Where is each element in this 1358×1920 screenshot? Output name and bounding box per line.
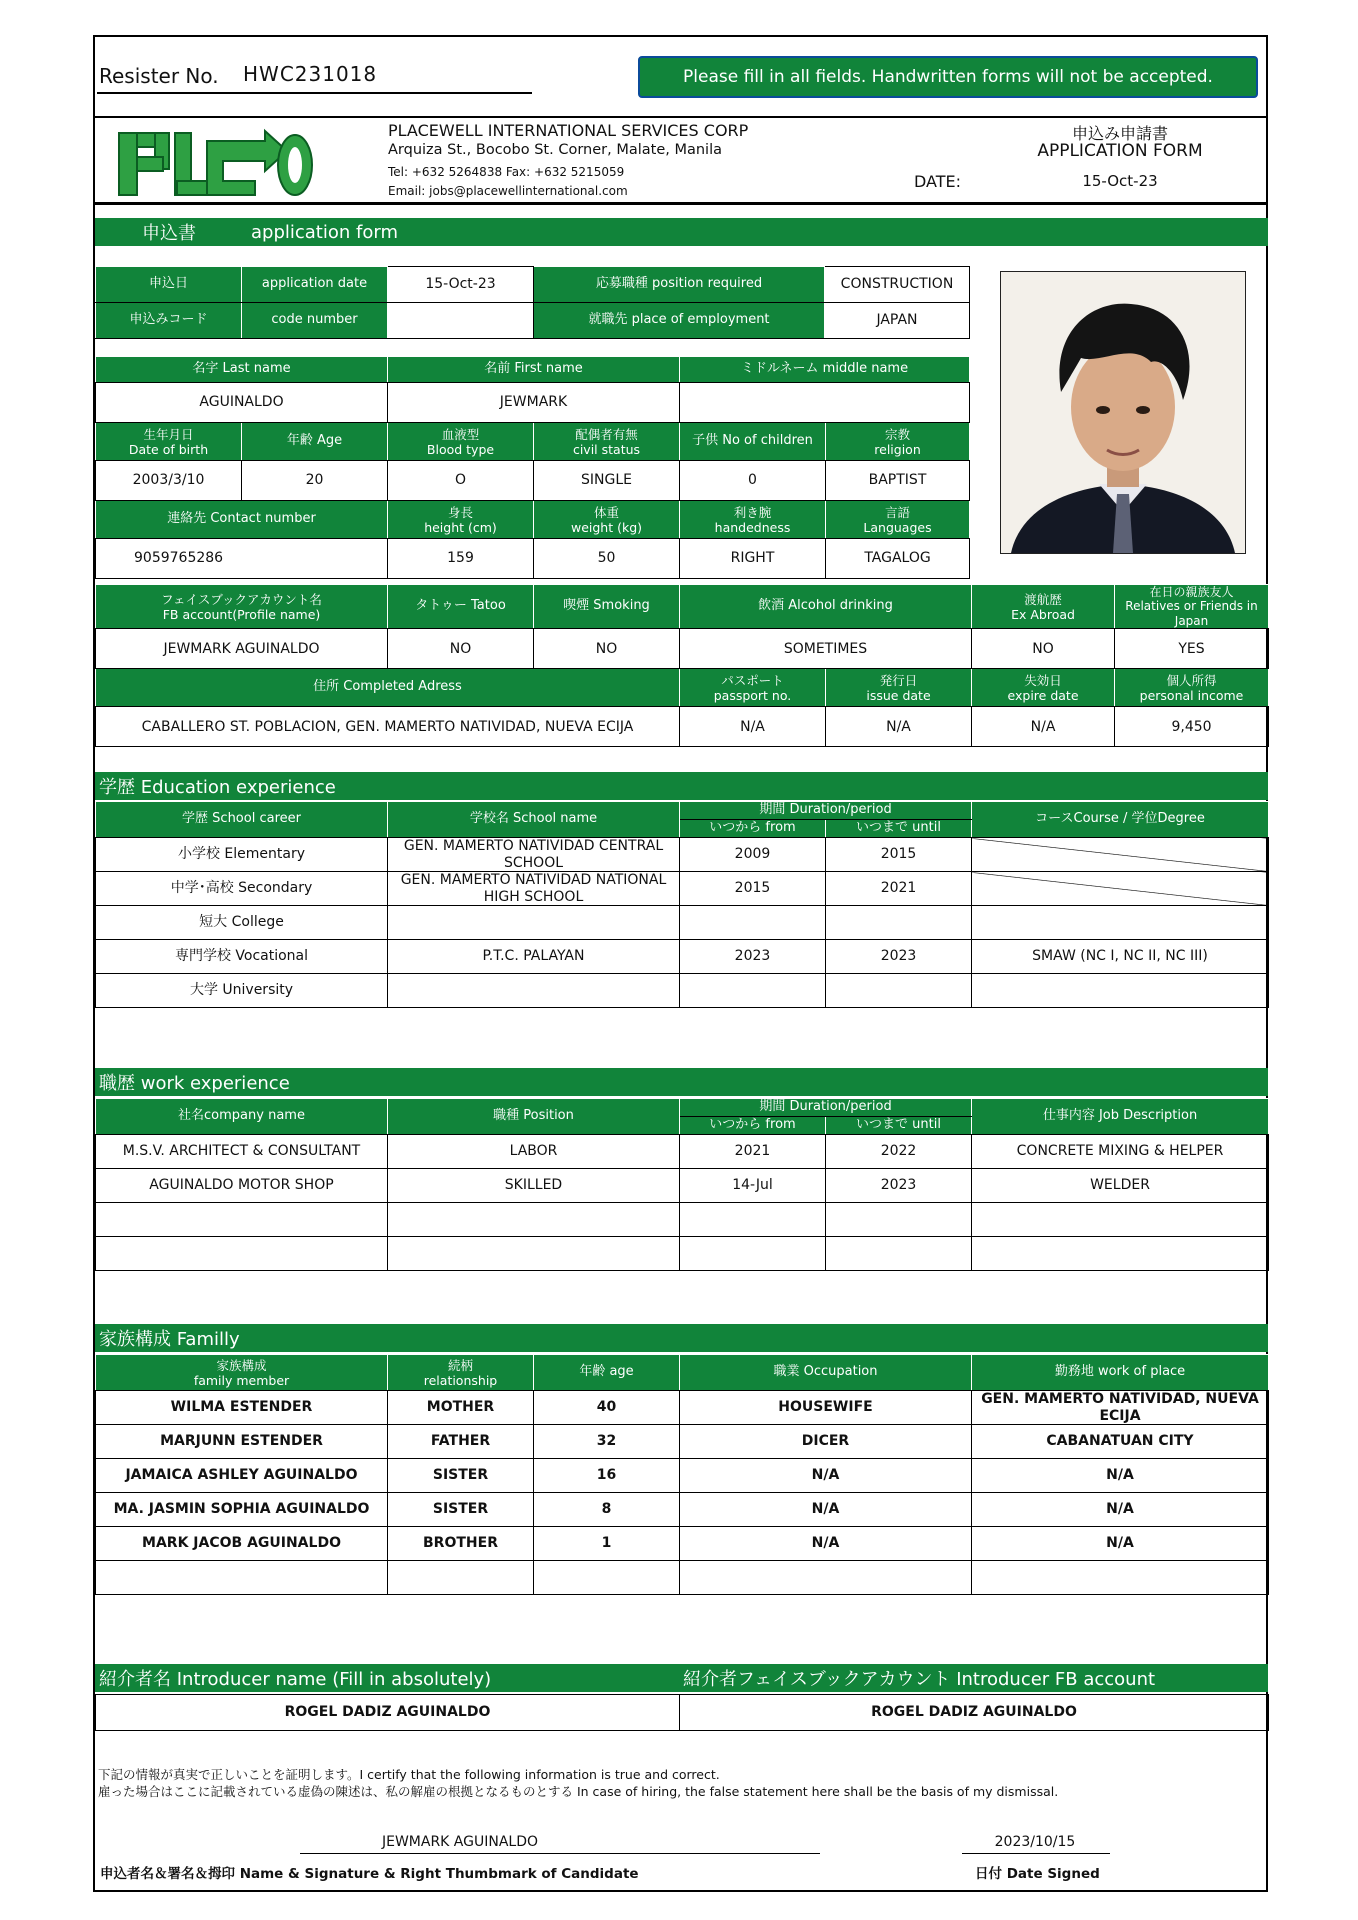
family-work-place[interactable]: N/A	[972, 1459, 1269, 1493]
section-application-en: application form	[251, 221, 398, 243]
fam-col-occ: 職業 Occupation	[680, 1355, 972, 1391]
work-position[interactable]	[388, 1203, 680, 1237]
children-label: 子供 No of children	[680, 423, 826, 461]
edu-school[interactable]: GEN. MAMERTO NATIVIDAD CENTRAL SCHOOL	[388, 838, 680, 872]
dob-en: Date of birth	[128, 441, 209, 457]
work-company[interactable]	[96, 1237, 388, 1271]
place-value[interactable]: JAPAN	[825, 303, 970, 339]
edu-until[interactable]: 2023	[826, 940, 972, 974]
section-education-title: 学歴 Education experience	[99, 777, 336, 798]
family-member[interactable]: WILMA ESTENDER	[96, 1391, 388, 1425]
civil-jp: 配偶者有無	[575, 426, 638, 442]
work-until[interactable]: 2023	[826, 1169, 972, 1203]
work-row	[96, 1237, 1269, 1271]
family-age[interactable]: 40	[534, 1391, 680, 1425]
edu-course[interactable]: SMAW (NC I, NC II, NC III)	[972, 940, 1269, 974]
lang-value[interactable]: TAGALOG	[826, 539, 970, 579]
children-value[interactable]: 0	[680, 461, 826, 501]
smoking-label: 喫煙 Smoking	[534, 585, 680, 629]
family-member[interactable]: MA. JASMIN SOPHIA AGUINALDO	[96, 1493, 388, 1527]
family-age[interactable]: 32	[534, 1425, 680, 1459]
work-from[interactable]	[680, 1203, 826, 1237]
edu-until[interactable]	[826, 974, 972, 1008]
work-table	[95, 1098, 1269, 1271]
family-row	[96, 1527, 1269, 1561]
section-application-jp: 申込書	[142, 223, 196, 244]
section-application	[95, 218, 1268, 246]
work-from[interactable]	[680, 1237, 826, 1271]
issue-jp: 発行日	[879, 672, 918, 688]
personal-table-2	[95, 584, 1269, 747]
family-age[interactable]: 8	[534, 1493, 680, 1527]
family-member[interactable]: JAMAICA ASHLEY AGUINALDO	[96, 1459, 388, 1493]
app-date-value[interactable]: 15-Oct-23	[388, 267, 534, 303]
edu-col-course: コースCourse / 学位Degree	[972, 802, 1269, 838]
fam-col-rel-jp: 続柄	[447, 1357, 473, 1373]
position-label: 応募職種 position required	[534, 267, 825, 303]
header-top-line	[95, 116, 1268, 118]
education-row	[96, 906, 1269, 940]
contact-value[interactable]: 9059765286	[96, 539, 388, 579]
abroad-en: Ex Abroad	[1011, 606, 1075, 622]
work-desc[interactable]: CONCRETE MIXING & HELPER	[972, 1135, 1269, 1169]
edu-until[interactable]	[826, 906, 972, 940]
header-bottom-line	[95, 202, 1268, 205]
work-col-company: 社名company name	[96, 1099, 388, 1135]
edu-from[interactable]: 2023	[680, 940, 826, 974]
date-label: DATE:	[914, 172, 962, 191]
hand-en: handedness	[714, 519, 791, 535]
edu-course[interactable]	[972, 838, 1269, 872]
edu-career: 専門学校 Vocational	[96, 940, 388, 974]
religion-value[interactable]: BAPTIST	[826, 461, 970, 501]
passport-value[interactable]: N/A	[680, 707, 826, 747]
app-date-jp: 申込日	[96, 267, 242, 303]
family-age[interactable]	[534, 1561, 680, 1595]
fam-col-rel-en: relationship	[423, 1372, 498, 1388]
work-col-position: 職種 Position	[388, 1099, 680, 1135]
tatoo-label: タトゥー Tatoo	[388, 585, 534, 629]
fb-jp: フェイスブックアカウント名	[161, 591, 322, 607]
candidate-label: 申込者名＆署名＆拇印 Name & Signature & Right Thumbmark of Candidate	[100, 1866, 639, 1882]
fam-col-member-jp: 家族構成	[216, 1357, 267, 1373]
notice-text: Please fill in all fields. Handwritten forms will not be accepted.	[683, 67, 1213, 87]
family-work-place[interactable]: CABANATUAN CITY	[972, 1425, 1269, 1459]
section-work-title: 職歴 work experience	[99, 1073, 290, 1094]
work-position[interactable]: SKILLED	[388, 1169, 680, 1203]
age-value[interactable]: 20	[242, 461, 388, 501]
family-relationship[interactable]	[388, 1561, 534, 1595]
fam-col-age: 年齢 age	[534, 1355, 680, 1391]
dob-jp: 生年月日	[143, 426, 194, 442]
app-date-en: application date	[242, 267, 388, 303]
date-signed-label: 日付 Date Signed	[975, 1866, 1100, 1882]
introducer-table	[95, 1694, 1269, 1731]
last-name-value[interactable]: AGUINALDO	[96, 383, 388, 423]
income-en: personal income	[1139, 687, 1244, 703]
register-number: HWC231018	[243, 62, 378, 86]
family-relationship[interactable]: SISTER	[388, 1493, 534, 1527]
candidate-sign-line	[300, 1853, 820, 1854]
fb-en: FB account(Profile name)	[162, 606, 321, 622]
family-row	[96, 1561, 1269, 1595]
family-occupation[interactable]: N/A	[680, 1493, 972, 1527]
personal-table	[95, 356, 970, 579]
passport-jp: パスポート	[721, 672, 784, 688]
code-value[interactable]	[388, 303, 534, 339]
lang-jp: 言語	[885, 504, 911, 520]
middle-name-value[interactable]	[680, 383, 970, 423]
height-jp: 身長	[447, 504, 473, 520]
expire-en: expire date	[1007, 687, 1079, 703]
edu-school[interactable]: GEN. MAMERTO NATIVIDAD NATIONAL HIGH SCHOOL	[388, 872, 680, 906]
code-en: code number	[242, 303, 388, 339]
family-row	[96, 1391, 1269, 1425]
education-row	[96, 872, 1269, 906]
passport-en: passport no.	[713, 687, 792, 703]
family-member[interactable]: MARK JACOB AGUINALDO	[96, 1527, 388, 1561]
blood-value[interactable]: O	[388, 461, 534, 501]
blood-en: Blood type	[426, 441, 495, 457]
relatives-en: Relatives or Friends in Japan	[1125, 599, 1258, 628]
header-date: 15-Oct-23	[1082, 172, 1158, 190]
section-family-title: 家族構成 Familly	[99, 1329, 240, 1350]
edu-col-school: 学校名 School name	[388, 802, 680, 838]
family-row	[96, 1425, 1269, 1459]
smoking-value[interactable]: NO	[534, 629, 680, 669]
last-name-label: 名字 Last name	[96, 357, 388, 383]
work-company[interactable]	[96, 1203, 388, 1237]
work-from[interactable]: 2021	[680, 1135, 826, 1169]
section-education	[95, 772, 1268, 800]
family-relationship[interactable]: FATHER	[388, 1425, 534, 1459]
expire-jp: 失効日	[1024, 672, 1062, 688]
code-jp: 申込みコード	[96, 303, 242, 339]
work-position[interactable]	[388, 1237, 680, 1271]
edu-from[interactable]	[680, 974, 826, 1008]
company-address: Arquiza St., Bocobo St. Corner, Malate, Manila	[388, 142, 722, 158]
family-occupation[interactable]: DICER	[680, 1425, 972, 1459]
middle-name-label: ミドルネーム middle name	[680, 357, 970, 383]
work-row	[96, 1135, 1269, 1169]
religion-en: religion	[874, 441, 921, 457]
edu-career: 小学校 Elementary	[96, 838, 388, 872]
issue-en: issue date	[866, 687, 931, 703]
work-col-from: いつから from	[680, 1117, 826, 1135]
fb-value[interactable]: JEWMARK AGUINALDO	[96, 629, 388, 669]
edu-col-until: いつまで until	[826, 820, 972, 838]
hand-jp: 利き腕	[733, 504, 772, 520]
family-row	[96, 1459, 1269, 1493]
edu-from[interactable]: 2009	[680, 838, 826, 872]
section-introducer	[95, 1664, 1268, 1692]
education-row	[96, 974, 1269, 1008]
work-position[interactable]: LABOR	[388, 1135, 680, 1169]
candidate-name[interactable]: JEWMARK AGUINALDO	[381, 1834, 539, 1850]
certify-line-2: 雇った場合はここに記載されている虚偽の陳述は、私の解雇の根拠となるものとする In case of hiring, the false statement here shall be the basis of my dismissal.	[98, 1784, 1059, 1799]
edu-from[interactable]	[680, 906, 826, 940]
weight-jp: 体重	[593, 504, 619, 520]
work-company[interactable]: M.S.V. ARCHITECT & CONSULTANT	[96, 1135, 388, 1169]
education-table	[95, 801, 1269, 1008]
family-work-place[interactable]: N/A	[972, 1493, 1269, 1527]
expire-value[interactable]: N/A	[972, 707, 1115, 747]
edu-course[interactable]	[972, 974, 1269, 1008]
age-label: 年齢 Age	[242, 423, 388, 461]
edu-career: 短大 College	[96, 906, 388, 940]
edu-career: 大学 University	[96, 974, 388, 1008]
weight-en: weight (kg)	[570, 519, 643, 535]
family-occupation[interactable]	[680, 1561, 972, 1595]
work-until[interactable]	[826, 1237, 972, 1271]
hand-value[interactable]: RIGHT	[680, 539, 826, 579]
work-col-period: 期間 Duration/period	[680, 1099, 972, 1117]
register-label: Resister No.	[99, 64, 219, 88]
civil-en: civil status	[572, 441, 641, 457]
family-work-place[interactable]: GEN. MAMERTO NATIVIDAD, NUEVA ECIJA	[972, 1391, 1269, 1425]
tatoo-value[interactable]: NO	[388, 629, 534, 669]
issue-value[interactable]: N/A	[826, 707, 972, 747]
family-age[interactable]: 1	[534, 1527, 680, 1561]
work-company[interactable]: AGUINALDO MOTOR SHOP	[96, 1169, 388, 1203]
family-work-place[interactable]	[972, 1561, 1269, 1595]
work-col-until: いつまで until	[826, 1117, 972, 1135]
alcohol-label: 飲酒 Alcohol drinking	[680, 585, 972, 629]
edu-school[interactable]	[388, 974, 680, 1008]
income-jp: 個人所得	[1166, 672, 1217, 688]
family-row	[96, 1493, 1269, 1527]
family-relationship[interactable]: SISTER	[388, 1459, 534, 1493]
edu-col-period: 期間 Duration/period	[680, 802, 972, 820]
family-member[interactable]	[96, 1561, 388, 1595]
height-value[interactable]: 159	[388, 539, 534, 579]
notice-banner	[638, 56, 1258, 98]
family-relationship[interactable]: MOTHER	[388, 1391, 534, 1425]
date-signed-value[interactable]: 2023/10/15	[994, 1834, 1076, 1850]
first-name-label: 名前 First name	[388, 357, 680, 383]
applicant-photo	[1000, 271, 1246, 554]
work-until[interactable]: 2022	[826, 1135, 972, 1169]
work-desc[interactable]	[972, 1203, 1269, 1237]
civil-value[interactable]: SINGLE	[534, 461, 680, 501]
edu-career: 中学･高校 Secondary	[96, 872, 388, 906]
edu-school[interactable]: P.T.C. PALAYAN	[388, 940, 680, 974]
education-row	[96, 838, 1269, 872]
certify-line-1: 下記の情報が真実で正しいことを証明します。I certify that the following information is true and correct.	[98, 1767, 720, 1782]
introducer-fb-label: 紹介者フェイスブックアカウント Introducer FB account	[683, 1669, 1156, 1690]
form-title-jp: 申込み申請書	[1071, 124, 1168, 143]
relatives-jp: 在日の親族友人	[1149, 585, 1234, 599]
company-email: Email: jobs@placewellinternational.com	[388, 184, 628, 198]
edu-from[interactable]: 2015	[680, 872, 826, 906]
introducer-fb-value[interactable]: ROGEL DADIZ AGUINALDO	[680, 1695, 1269, 1731]
place-label: 就職先 place of employment	[534, 303, 825, 339]
introducer-name-value[interactable]: ROGEL DADIZ AGUINALDO	[96, 1695, 680, 1731]
work-desc[interactable]	[972, 1237, 1269, 1271]
address-label: 住所 Completed Adress	[96, 669, 680, 707]
work-row	[96, 1169, 1269, 1203]
relatives-value[interactable]: YES	[1115, 629, 1269, 669]
work-from[interactable]: 14-Jul	[680, 1169, 826, 1203]
family-work-place[interactable]: N/A	[972, 1527, 1269, 1561]
dob-value[interactable]: 2003/3/10	[96, 461, 242, 501]
work-until[interactable]	[826, 1203, 972, 1237]
income-value[interactable]: 9,450	[1115, 707, 1269, 747]
alcohol-value[interactable]: SOMETIMES	[680, 629, 972, 669]
edu-school[interactable]	[388, 906, 680, 940]
company-logo	[115, 121, 315, 201]
register-underline	[97, 92, 532, 94]
fam-col-member-en: family member	[193, 1372, 290, 1388]
height-en: height (cm)	[424, 519, 497, 535]
family-occupation[interactable]: N/A	[680, 1459, 972, 1493]
contact-label: 連絡先 Contact number	[96, 501, 388, 539]
edu-until[interactable]: 2015	[826, 838, 972, 872]
position-value[interactable]: CONSTRUCTION	[825, 267, 970, 303]
work-desc[interactable]: WELDER	[972, 1169, 1269, 1203]
family-table	[95, 1354, 1269, 1595]
edu-col-from: いつから from	[680, 820, 826, 838]
first-name-value[interactable]: JEWMARK	[388, 383, 680, 423]
section-work	[95, 1068, 1268, 1096]
application-table	[95, 266, 970, 339]
photo-illustration	[1001, 272, 1245, 553]
weight-value[interactable]: 50	[534, 539, 680, 579]
education-row	[96, 940, 1269, 974]
work-col-desc: 仕事内容 Job Description	[972, 1099, 1269, 1135]
form-title-en: APPLICATION FORM	[1037, 141, 1203, 161]
section-family	[95, 1324, 1268, 1352]
family-member[interactable]: MARJUNN ESTENDER	[96, 1425, 388, 1459]
edu-until[interactable]: 2021	[826, 872, 972, 906]
lang-en: Languages	[863, 519, 932, 535]
family-relationship[interactable]: BROTHER	[388, 1527, 534, 1561]
edu-course[interactable]	[972, 906, 1269, 940]
family-occupation[interactable]: HOUSEWIFE	[680, 1391, 972, 1425]
address-value[interactable]: CABALLERO ST. POBLACION, GEN. MAMERTO NATIVIDAD, NUEVA ECIJA	[96, 707, 680, 747]
religion-jp: 宗教	[885, 426, 911, 442]
work-row	[96, 1203, 1269, 1237]
edu-col-career: 学歴 School career	[96, 802, 388, 838]
company-tel: Tel: +632 5264838 Fax: +632 5215059	[388, 165, 625, 179]
date-signed-line	[962, 1853, 1110, 1854]
blood-jp: 血液型	[441, 426, 480, 442]
family-occupation[interactable]: N/A	[680, 1527, 972, 1561]
edu-course[interactable]	[972, 872, 1269, 906]
introducer-name-label: 紹介者名 Introducer name (Fill in absolutely)	[99, 1669, 492, 1690]
family-age[interactable]: 16	[534, 1459, 680, 1493]
abroad-jp: 渡航歴	[1024, 591, 1062, 607]
abroad-value[interactable]: NO	[972, 629, 1115, 669]
fam-col-work: 勤務地 work of place	[972, 1355, 1269, 1391]
company-name: PLACEWELL INTERNATIONAL SERVICES CORP	[388, 121, 749, 140]
